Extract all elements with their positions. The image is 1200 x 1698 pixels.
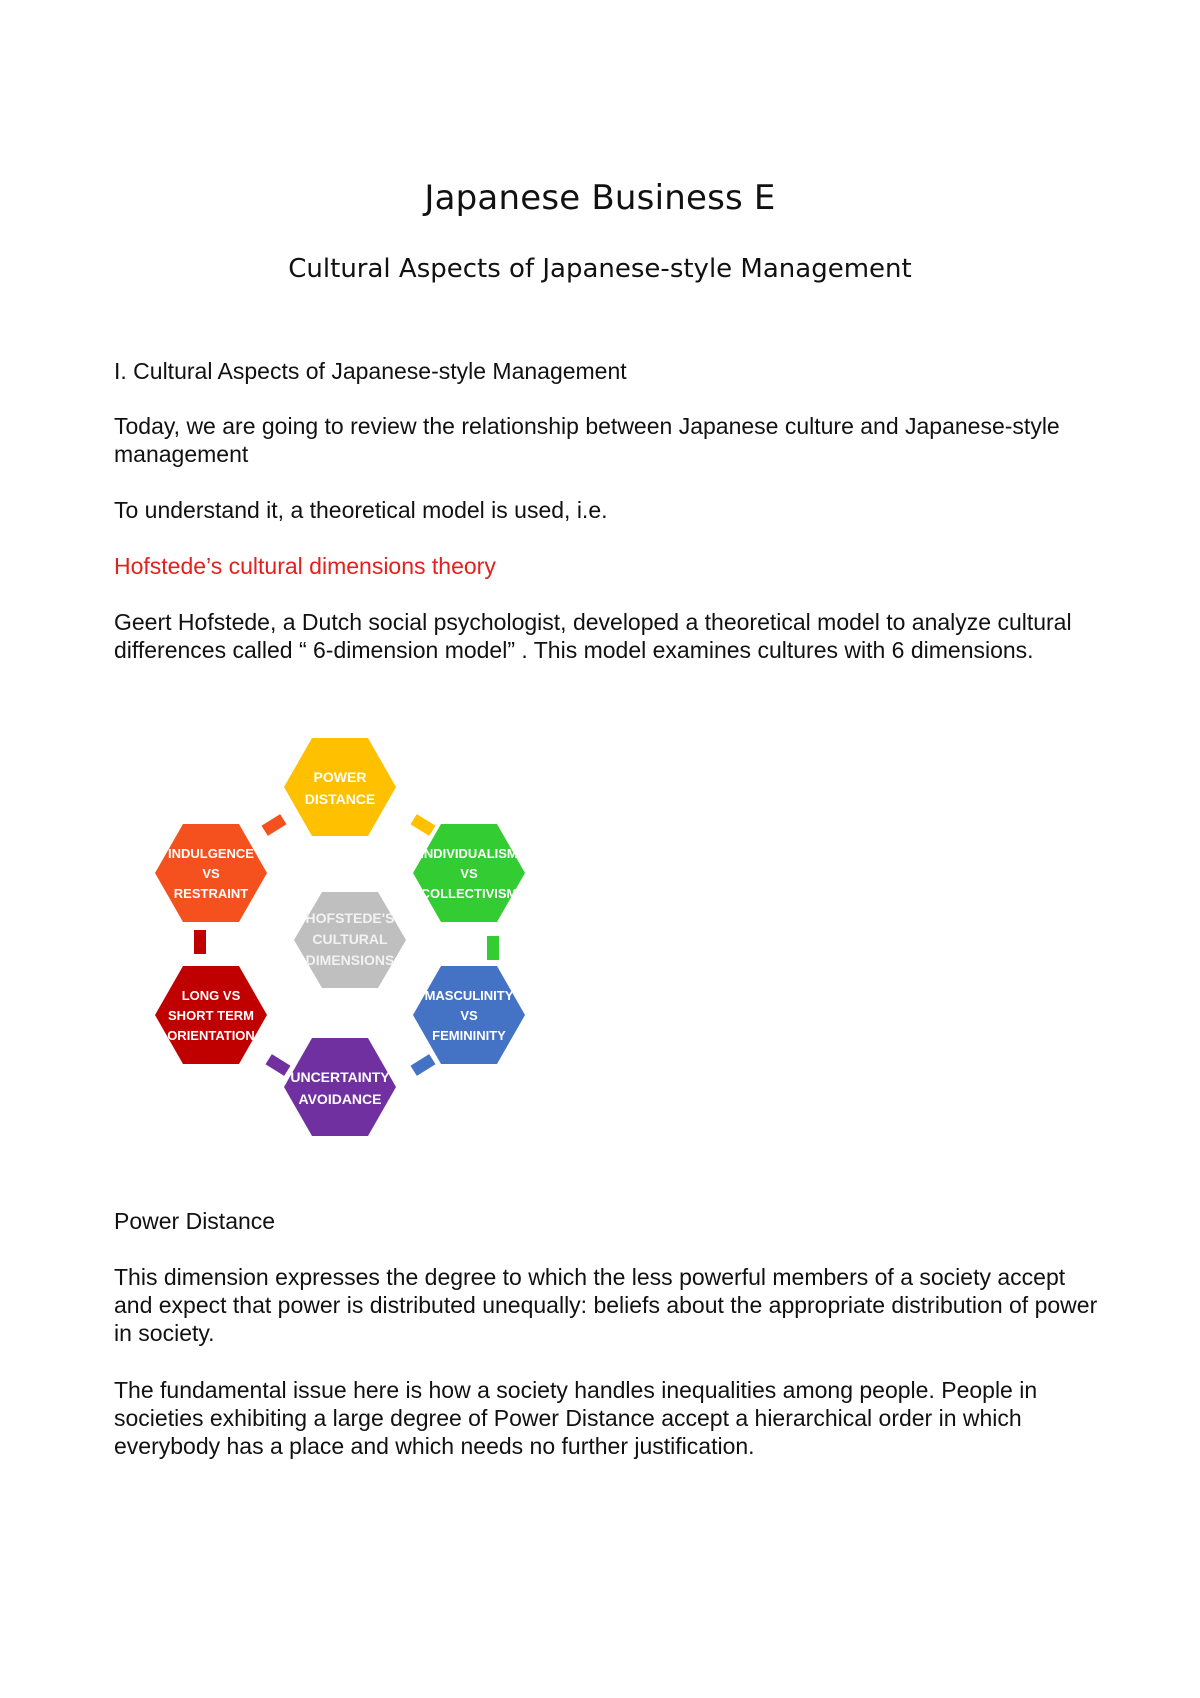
connector-masculinity-uncertainty bbox=[410, 1054, 435, 1076]
hex-label-line3: RESTRAINT bbox=[173, 886, 249, 901]
hex-label-line1: INDIVIDUALISM bbox=[420, 846, 518, 861]
hex-label-line3: ORIENTATION bbox=[167, 1028, 255, 1043]
center-label-line1: HOFSTEDE'S bbox=[305, 910, 395, 926]
hexagon-masculinity-femininity bbox=[413, 966, 525, 1064]
center-label-line2: CULTURAL bbox=[312, 931, 388, 947]
model-sentence: To understand it, a theoretical model is used, i.e. bbox=[114, 497, 608, 523]
hex-label-line1: UNCERTAINTY bbox=[290, 1069, 390, 1085]
theory-paragraph: Geert Hofstede, a Dutch social psychologist, developed a theoretical model to analyze cultural differences called “ 6-dimension model” . This model examines cultures with 6 dimensions. bbox=[114, 609, 1072, 663]
hexagon-long-short-term bbox=[155, 966, 267, 1064]
hex-label-line2: VS bbox=[460, 866, 478, 881]
connector-power-individualism bbox=[410, 814, 435, 836]
hex-label-line3: COLLECTIVISM bbox=[420, 886, 518, 901]
power-distance-paragraph-2: The fundamental issue here is how a society handles inequalities among people. People in societies exhibiting a large degree of Power Distance accept a hierarchical order in which everybody has a place and which needs no further justification. bbox=[114, 1377, 1038, 1459]
hexagon-power-distance bbox=[284, 738, 396, 836]
hex-label-line1: MASCULINITY bbox=[424, 988, 514, 1003]
hexagon-power-distance-shape bbox=[284, 738, 396, 836]
section-heading: I. Cultural Aspects of Japanese-style Management bbox=[114, 358, 627, 384]
hex-label-line1: POWER bbox=[313, 769, 367, 785]
hex-label-line2: DISTANCE bbox=[304, 791, 376, 807]
intro-paragraph: Today, we are going to review the relationship between Japanese culture and Japanese-style management bbox=[114, 413, 1060, 467]
hexagon-diagram-svg bbox=[140, 730, 560, 1150]
connector-indulgence-power bbox=[261, 814, 286, 836]
connector-individualism-masculinity bbox=[487, 936, 499, 960]
hex-label-line2: SHORT TERM bbox=[168, 1008, 254, 1023]
power-distance-paragraph-1: This dimension expresses the degree to which the less powerful members of a society accept and expect that power is distributed unequally: beliefs about the appropriate distribution of power in society. bbox=[114, 1264, 1098, 1346]
hexagon-uncertainty-shape bbox=[284, 1038, 396, 1136]
document-subtitle: Cultural Aspects of Japanese-style Management bbox=[288, 254, 912, 284]
connector-uncertainty-longterm bbox=[265, 1054, 290, 1076]
center-hexagon bbox=[294, 892, 406, 988]
document-title: Japanese Business E bbox=[424, 178, 776, 218]
hex-label-line2: AVOIDANCE bbox=[298, 1091, 382, 1107]
hex-label-line1: LONG VS bbox=[181, 988, 241, 1003]
hexagon-indulgence-restraint bbox=[155, 824, 267, 922]
hofstede-dimensions-diagram bbox=[140, 730, 560, 1150]
hex-label-line2: VS bbox=[460, 1008, 478, 1023]
hex-label-line2: VS bbox=[202, 866, 220, 881]
connector-longterm-indulgence bbox=[194, 930, 206, 954]
hex-label-line3: FEMININITY bbox=[432, 1028, 506, 1043]
center-label-line3: DIMENSIONS bbox=[305, 952, 395, 968]
hexagon-uncertainty-avoidance bbox=[284, 1038, 396, 1136]
power-distance-heading: Power Distance bbox=[114, 1208, 276, 1234]
hex-label-line1: INDULGENCE bbox=[168, 846, 254, 861]
theory-heading: Hofstede’s cultural dimensions theory bbox=[114, 553, 496, 579]
hexagon-individualism-collectivism bbox=[413, 824, 525, 922]
